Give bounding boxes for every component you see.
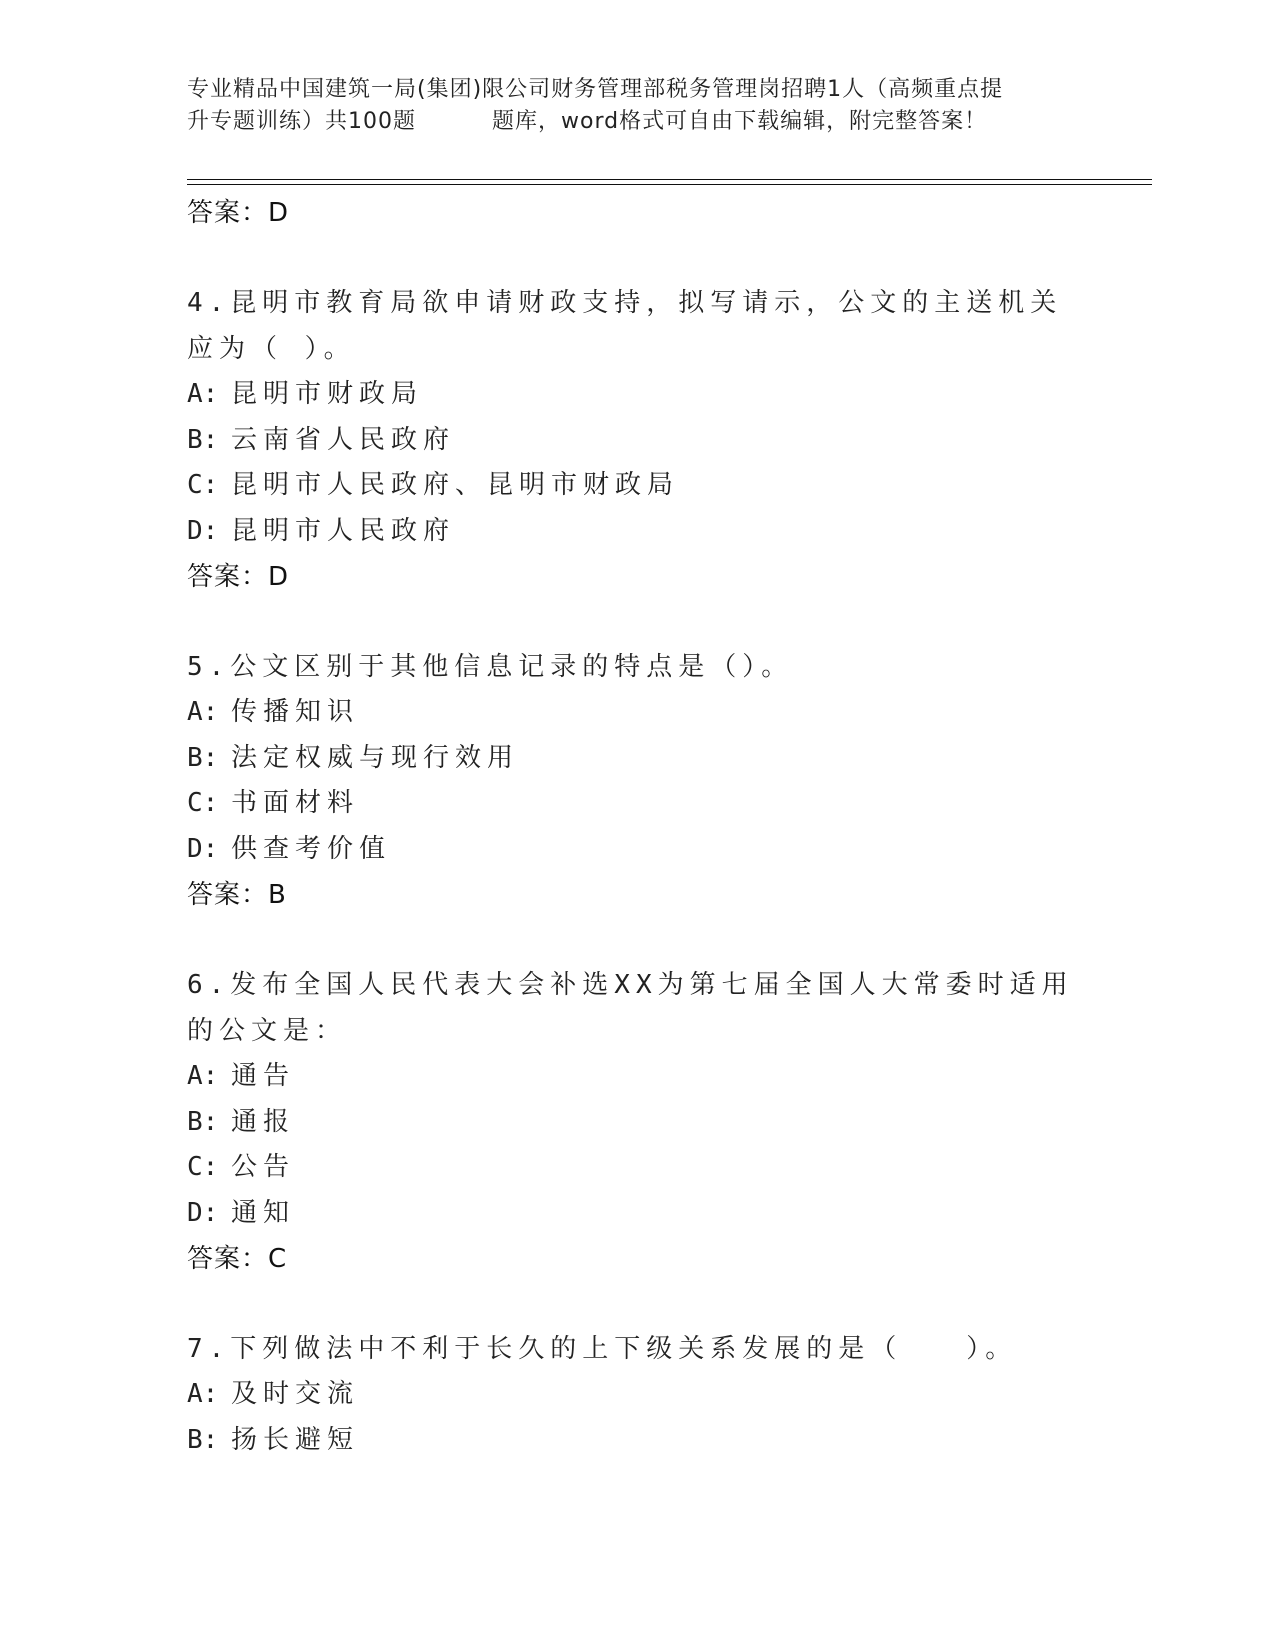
- option-label: A:: [187, 1061, 219, 1091]
- option-label: D:: [187, 833, 219, 864]
- header-divider-top: [187, 179, 1152, 180]
- option-label: C:: [187, 470, 219, 500]
- question-answer: 答案：B: [187, 880, 287, 910]
- option-label: B:: [187, 424, 219, 455]
- question-4: [187, 280, 1087, 600]
- option-text: 及时交流: [231, 1379, 360, 1409]
- header-divider-bottom: [187, 184, 1152, 185]
- option-label: C:: [187, 788, 219, 818]
- option-label: B:: [187, 742, 219, 773]
- option-label: A:: [187, 1379, 219, 1409]
- option-text: 昆明市人民政府、昆明市财政局: [231, 470, 680, 500]
- question-5: [187, 644, 1087, 918]
- option-label: B:: [187, 1424, 219, 1455]
- option-text: 通报: [231, 1106, 296, 1137]
- option-a: [187, 690, 1087, 736]
- option-a: [187, 1372, 1087, 1418]
- option-label: C:: [187, 1152, 219, 1182]
- question-stem: 5.公文区别于其他信息记录的特点是（）。: [187, 652, 794, 682]
- option-c: [187, 781, 1087, 827]
- question-stem: 7.下列做法中不利于长久的上下级关系发展的是（ ）。: [187, 1334, 1018, 1364]
- header-title-line-2-left: 升专题训练）共100题: [187, 109, 416, 134]
- option-text: 通知: [231, 1197, 296, 1228]
- option-b: [187, 1100, 1087, 1146]
- option-b: [187, 736, 1087, 782]
- option-label: D:: [187, 515, 219, 546]
- option-d: [187, 509, 1087, 555]
- option-a: [187, 372, 1087, 418]
- option-text: 供查考价值: [231, 833, 392, 864]
- option-text: 传播知识: [231, 697, 360, 727]
- question-answer: 答案：C: [187, 1244, 288, 1274]
- option-label: D:: [187, 1197, 219, 1228]
- option-text: 公告: [231, 1152, 296, 1182]
- option-text: 扬长避短: [231, 1424, 360, 1455]
- option-label: A:: [187, 379, 219, 409]
- option-text: 云南省人民政府: [231, 424, 456, 455]
- option-label: B:: [187, 1106, 219, 1137]
- option-c: [187, 1145, 1087, 1191]
- question-answer: 答案：D: [187, 562, 290, 592]
- header-title-line-2-right: 题库，word格式可自由下载编辑，附完整答案！: [492, 109, 988, 134]
- question-6: [187, 962, 1087, 1282]
- question-stem: 6.发布全国人民代表大会补选XX为第七届全国人大常委时适用的公文是：: [187, 970, 1074, 1046]
- header-title-line-1: 专业精品中国建筑一局(集团)限公司财务管理部税务管理岗招聘1人（高频重点提: [187, 77, 1004, 102]
- page-header: [187, 74, 1087, 138]
- option-text: 通告: [231, 1061, 296, 1091]
- option-text: 书面材料: [231, 788, 360, 818]
- header-title-line-2: [187, 106, 1087, 138]
- option-a: [187, 1054, 1087, 1100]
- option-b: [187, 418, 1087, 464]
- previous-question-answer: 答案：D: [187, 198, 290, 228]
- option-b: [187, 1418, 1087, 1464]
- option-c: [187, 463, 1087, 509]
- question-stem: 4.昆明市教育局欲申请财政支持，拟写请示，公文的主送机关应为（ ）。: [187, 288, 1063, 364]
- option-d: [187, 827, 1087, 873]
- question-list: [187, 190, 1087, 1463]
- option-text: 法定权威与现行效用: [231, 742, 520, 773]
- option-label: A:: [187, 697, 219, 727]
- option-d: [187, 1191, 1087, 1237]
- option-text: 昆明市财政局: [231, 379, 424, 409]
- option-text: 昆明市人民政府: [231, 515, 456, 546]
- question-7: [187, 1326, 1087, 1463]
